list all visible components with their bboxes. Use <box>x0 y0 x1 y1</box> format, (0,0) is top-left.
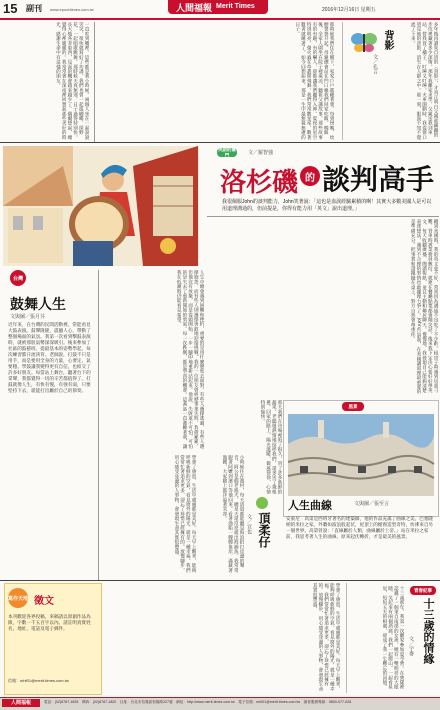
drum-byline: 文與圖／張月芬 <box>10 314 46 320</box>
footer-tag: 人間福報 <box>2 699 40 707</box>
top-center-article: 那時候我們住在鄉下，家家戶戶都種著菜。每到傍晚，炊煙裊裊升起。母親總會站在門口喚我們回家吃飯。晚飯後，全家人圍坐在院子裡乘涼，聽祖父講故事。那些故事有的有趣，有的嚇人，卻都讓我們聽得入神。夏夜的星空特別明亮，螢火蟲在草叢間飛舞。我們常常數星星，數著數著就睡著了。如今回想起來，那是一生中最無憂無慮的日子。 <box>294 22 334 140</box>
drum-article: 近年來，在台灣的民間活動裡，常能看見大鼓表演。鼓聲隆隆，震撼人心，帶動了整個場面的氣氛。我第一次看到擊鼓表演時，就被那股氣勢深深吸引。後來參加了社區的鼓藝班，從最基本的姿勢學起，每次練習都汗流浹背。老師說，打鼓不只是用手，而是要用全身的力量，心要定，氣要穩。學鼓讓我變得更有自信，也結交了許多好朋友。每當站上舞台，聽著台下的掌聲，我都覺得一切的辛苦都值得了。打鼓就像人生，有快有慢，有強有弱，只要堅持下去，就能打出屬於自己的節奏。 <box>8 322 91 393</box>
curve-tag: 風景 <box>342 402 364 411</box>
feature-byline: 文／羅智強 <box>248 150 274 156</box>
ding-title: 頂柔仔 <box>257 512 271 548</box>
middle-article: 人生中總會遇到困難和挫折，重要的是用什麼態度去面對。有些人選擇逃避，有些人選擇抱怨，而有些人則選擇勇敢地迎接挑戰。我的一位朋友曾經歷事業失敗，負債累累，但他沒有放棄，而是從頭開始，一步一腳印地重新站起來。他說，失敗並不可怕，可怕的是失去了重新開始的勇氣。每一次跌倒，都是學習的機會。這番話一直激勵著我，讓我在低潮時仍能看見希望。 <box>176 270 204 449</box>
writers-contact[interactable]: 信箱：mhf01@merit-times.com.tw <box>8 678 69 683</box>
bottom-mid-article: 學會了感恩，生活中處處都是美好。每天早上醒來，能夠呼吸新鮮的空氣，看見窗外的陽光，就是一種幸福。我們常常忙著追求更多，卻忘了珍惜已經擁有的。放慢腳步，用心感受身邊的人事物，會發現生命其實很豐盛。 <box>312 583 340 692</box>
thirteen-article: 十三歲那年，我第一次離家參加夏令營。在營隊裡認識了一個來自南部的女孩，她有一雙明亮的大眼睛，笑起來有兩個酒窩。我們一起爬山、一起看星星，短短五天的相處，卻成了我一生難忘的回憶。 <box>381 586 404 690</box>
bottom-center-article: 學會了感恩，生活中處處都是美好。每天早上醒來，能夠呼吸新鮮的空氣，看見窗外的陽光，就是一種幸福。我們常常忙著追求更多，卻忘了珍惜已經擁有的。放慢腳步，用心感受身邊的人事物，會發現生命其實很豐盛。 <box>173 455 196 573</box>
thirteen-tag: 青春紀事 <box>410 586 436 595</box>
drum-title: 鼓舞人生 <box>10 298 66 313</box>
curve-byline: 文與圖／張至言 <box>354 501 390 507</box>
thirteen-title: 十三歲的情緣 <box>422 598 434 664</box>
section-name: 副刊 <box>26 4 42 13</box>
section-divider <box>0 580 440 581</box>
feature-title-part3: 談判高手 <box>322 165 435 196</box>
top-right-byline: 文／孔言 <box>372 54 378 74</box>
top-left-article: 一直吃到嘴裡。這些都是我小時候。兩個人坐在一起說說笑笑，很快就寫好了功課。我們也曾一起捉蝴蝶、採野花，一起唱歌跳舞。那時候天真無邪，日子過得特別快。長大後各奔東西，見面的機會越來越少了。偶爾想起，總覺得心裡暖暖的。我常常會在深夜裡回想起那些美好的時光，感謝生命中有這樣的朋友。 <box>55 22 89 140</box>
column-rule <box>94 22 95 142</box>
feature-title-part2: 的 <box>300 166 320 186</box>
writers-label: 寫作天地 <box>8 588 28 608</box>
butterfly-illustration <box>350 30 378 54</box>
footer-contact-info: 電話：(02)8787-1828 傳真：(02)8787-1820 社址：台北市信義區松隆路327號 網址：http://www.merit-times.com.tw 電子信箱：mhf01@merit-times.com.tw 讀者服務專線：0800-077-028 <box>44 700 352 704</box>
masthead-url[interactable]: www.epochtimes.com.tw <box>50 7 94 12</box>
feature-tag: 英語的奮鬥 <box>218 146 236 158</box>
ding-article: 小時候住在漁村，每天清晨都能聽見海浪拍打岸邊的聲音。阿公是個老漁夫，總是天還沒亮就出海捕魚。我常常跟著阿嬤到港口等他回來。看著漁船一艘艘靠岸，滿載著漁獲，大家臉上都洋溢著笑容。 <box>221 455 244 573</box>
feature-lead: 我很佩服John的談判能力，John笑著說：「這也是血淚經驗累積的啊！其實大多數美國人是可以用道理溝通的，但前提是，你得有能力用「英文」說出道理。」 <box>222 199 432 212</box>
section-divider <box>0 142 440 143</box>
curve-title: 人生曲線 <box>288 500 332 512</box>
page-number: 15 <box>3 1 18 16</box>
top-right-title: 背影 <box>382 30 393 50</box>
ding-badge-icon <box>256 497 268 509</box>
feature-body: 剛到美國時，我的英文並不好，常常因為溝通不良吃了不少虧。租房子時遇到房東刁難，買車時被業務員敷衍，就連在餐廳點菜都會鬧笑話。後來我下定決心要好好學英文，每天收聽廣播，閱讀報紙，並且主動和鄰居聊天。慢慢地，我發現自己能夠清楚表達想法，遇到不合理的事情也敢據理力爭了。John告訴我，在美國講道理最重要的是準備充分，把事實和證據擺在桌上，對方自然會尊重你。 <box>410 219 438 394</box>
ding-byline: 文／宜也 <box>246 514 252 534</box>
issue-date: 2016年12月16日 星期五 <box>322 7 376 13</box>
feature-title-part1: 洛杉磯 <box>220 168 299 197</box>
drummer-illustration <box>3 146 199 266</box>
brand-name-cn: 人間福報 <box>176 3 213 13</box>
right-narrow-article: 那天我們在市場裡逛了很久，買了許多新鮮的蔬果。老闆娘熱情地招呼我們，還多送了幾根蔥。回家的路上，陽光溫暖，微風徐徐，心情特別愉快。 <box>259 400 282 494</box>
thirteen-byline: 文／宇麥 <box>408 636 414 656</box>
brand-name-en: Merit Times <box>216 3 255 10</box>
drum-tag: 台灣 <box>10 270 26 286</box>
casa-mila-photo <box>288 414 434 496</box>
writers-text: 本刊歡迎各界投稿，來稿請以原創作品為限，字數一千五百字以內。請註明真實姓名、地址、電話及電子郵件。 <box>8 614 91 631</box>
column-rule <box>98 270 99 580</box>
feature-rule <box>207 216 439 217</box>
top-right-article: 多年後再讀朱自清的〈背影〉，才真正明白父親那蹣跚的步伐裡藏著多少深情。那年我離家求學，父親送我到車站，替我買了橘子，叮嚀又叮嚀。火車開動時，我從窗口望見他的背影，消失在人群之中。那一刻，眼淚不知不覺流了下來。 <box>410 22 438 140</box>
writers-title: 徵文 <box>34 596 54 607</box>
curve-article: 安東尼‧高第是西班牙著名的建築師，他的作品充滿了曲線之美。巴塞隆納的米拉之家，外牆如波浪般起伏，屋頂上的煙囪造型奇特，彷彿來自另一個世界。高第曾說：「直線屬於人類，曲線屬於上帝。」站在米拉之家前，我思考著人生的曲線，原來起伏轉折，才是最美的風景。 <box>286 516 434 539</box>
